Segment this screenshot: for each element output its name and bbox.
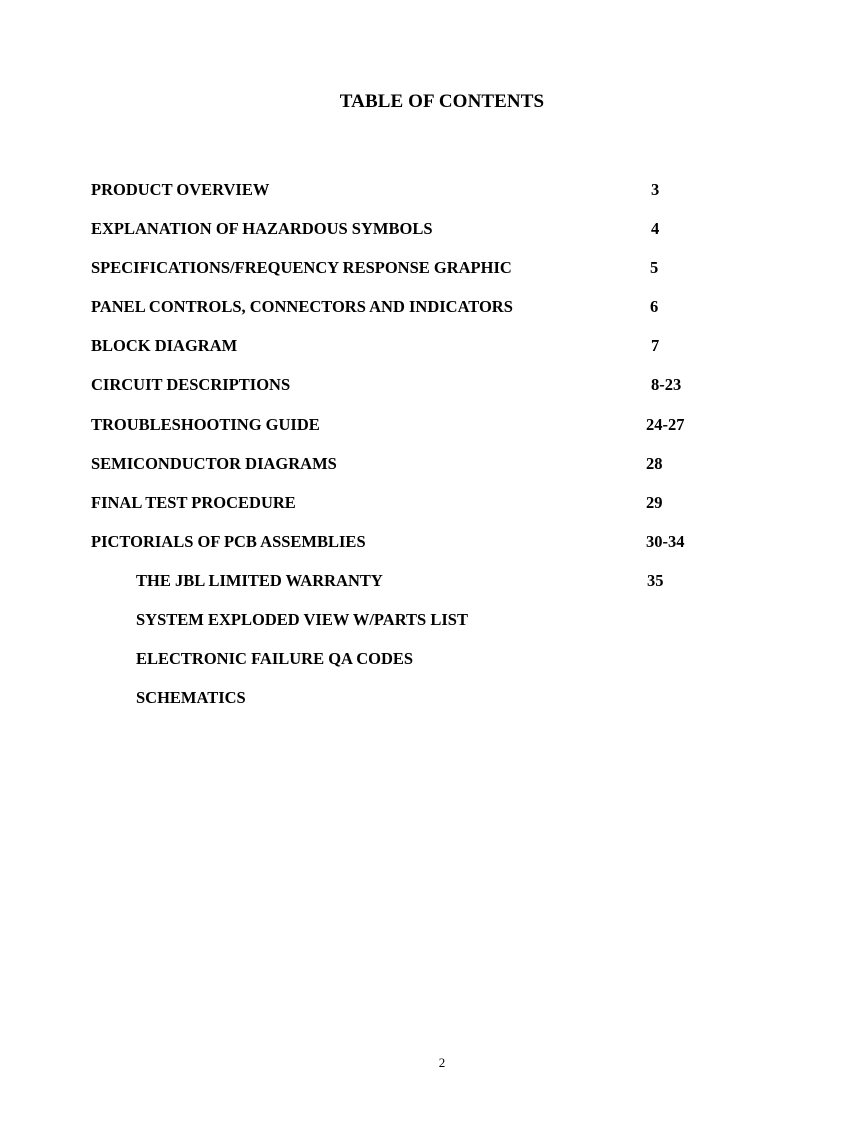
toc-entry-label: SPECIFICATIONS/FREQUENCY RESPONSE GRAPHIC	[91, 258, 512, 278]
table-of-contents	[0, 180, 866, 727]
toc-entry-page: 24-27	[646, 414, 685, 434]
toc-entry	[0, 219, 866, 258]
toc-entry-page: 7	[651, 336, 660, 356]
toc-entry	[0, 688, 866, 727]
toc-entry	[0, 454, 866, 493]
toc-entry-page: 8-23	[651, 375, 682, 395]
toc-entry-label: BLOCK DIAGRAM	[91, 336, 238, 356]
toc-entry	[0, 336, 866, 375]
toc-entry-page: 35	[647, 570, 664, 590]
toc-entry	[0, 415, 866, 454]
page-title: TABLE OF CONTENTS	[339, 91, 545, 112]
toc-entry	[0, 610, 866, 649]
toc-entry	[0, 532, 866, 571]
toc-entry	[0, 571, 866, 610]
toc-entry-label: SCHEMATICS	[136, 688, 246, 708]
toc-entry-page: 6	[650, 297, 659, 317]
toc-entry-label: CIRCUIT DESCRIPTIONS	[91, 375, 291, 395]
toc-entry	[0, 649, 866, 688]
toc-entry	[0, 375, 866, 414]
toc-entry-label: PRODUCT OVERVIEW	[91, 180, 270, 199]
toc-entry-page: 30-34	[646, 531, 685, 551]
toc-entry-label: ELECTRONIC FAILURE QA CODES	[136, 649, 414, 669]
toc-entry-label: EXPLANATION OF HAZARDOUS SYMBOLS	[91, 219, 433, 239]
toc-entry	[0, 180, 866, 219]
toc-entry-label: PICTORIALS OF PCB ASSEMBLIES	[91, 531, 366, 551]
toc-entry-page: 3	[651, 180, 660, 199]
toc-entry-page: 4	[651, 219, 660, 239]
toc-entry-page: 28	[646, 453, 663, 473]
toc-entry-page: 5	[650, 258, 659, 278]
toc-entry-label: SYSTEM EXPLODED VIEW W/PARTS LIST	[136, 610, 468, 630]
toc-entry-label: SEMICONDUCTOR DIAGRAMS	[91, 453, 337, 473]
toc-entry-page: 29	[646, 492, 663, 512]
toc-entry	[0, 493, 866, 532]
toc-entry	[0, 297, 866, 336]
toc-entry-label: FINAL TEST PROCEDURE	[91, 492, 296, 512]
toc-entry	[0, 258, 866, 297]
page-number: 2	[438, 1055, 446, 1070]
toc-entry-label: TROUBLESHOOTING GUIDE	[91, 414, 320, 434]
toc-entry-label: THE JBL LIMITED WARRANTY	[136, 570, 383, 590]
toc-entry-label: PANEL CONTROLS, CONNECTORS AND INDICATORS	[91, 297, 513, 317]
